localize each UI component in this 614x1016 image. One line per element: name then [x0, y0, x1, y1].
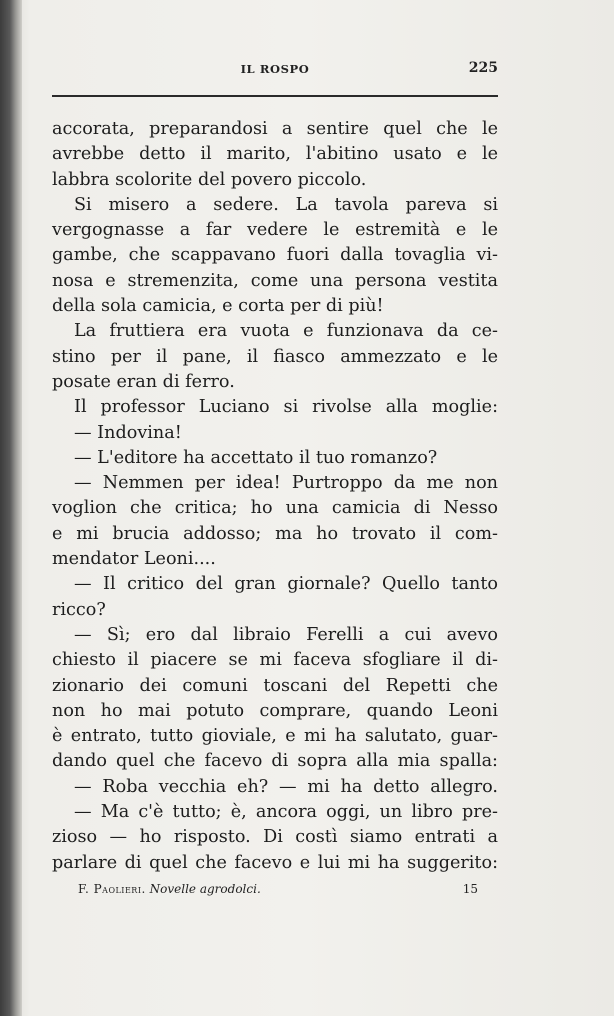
text-line: non ho mai potuto comprare, quando Leoni	[52, 700, 498, 721]
text-line: e mi brucia addosso; ma ho trovato il com-	[52, 523, 498, 544]
text-line: — Nemmen per idea! Purtroppo da me non	[74, 473, 498, 494]
text-line: — Il critico del gran giornale? Quello tanto	[74, 574, 498, 595]
book-binding-shadow	[0, 0, 22, 1016]
text-line: — Indovina!	[74, 422, 182, 443]
text-line: parlare di quel che facevo e lui mi ha suggerito:	[52, 852, 498, 873]
page-header	[52, 58, 498, 82]
text-line: gambe, che scappavano fuori dalla tovaglia vi-	[52, 245, 498, 266]
body-text	[52, 117, 498, 876]
text-line: posate eran di ferro.	[52, 371, 235, 392]
text-line: della sola camicia, e corta per di più!	[52, 296, 384, 317]
text-line: — Roba vecchia eh? — mi ha detto allegro.	[74, 776, 498, 797]
text-line: Si misero a sedere. La tavola pareva si	[74, 194, 498, 215]
running-title: IL ROSPO	[240, 62, 310, 76]
text-line: — Sì; ero dal libraio Ferelli a cui avevo	[74, 624, 498, 645]
text-line: avrebbe detto il marito, l'abitino usato e le	[52, 144, 498, 165]
sheet-number: 15	[462, 882, 478, 896]
text-line: stino per il pane, il fiasco ammezzato e le	[52, 346, 498, 367]
text-line: labbra scolorite del povero piccolo.	[52, 169, 367, 190]
text-line: è entrato, tutto gioviale, e mi ha salutato, guar-	[52, 726, 498, 747]
text-line: voglion che critica; ho una camicia di Nesso	[52, 498, 498, 519]
text-line: zionario dei comuni toscani del Repetti che	[52, 675, 498, 696]
page-footer	[78, 878, 498, 900]
header-rule	[52, 95, 498, 97]
text-line: La fruttiera era vuota e funzionava da ce-	[74, 321, 498, 342]
text-line: accorata, preparandosi a sentire quel che le	[52, 119, 498, 139]
text-line: mendator Leoni....	[52, 549, 216, 570]
text-line: zioso — ho risposto. Di costì siamo entrati a	[52, 827, 498, 848]
footer-author: F. Paolieri.	[78, 882, 146, 896]
text-line: nosa e stremenzita, come una persona vestita	[52, 270, 498, 291]
signature-mark	[78, 882, 261, 896]
footer-work-title: Novelle agrodolci.	[149, 882, 261, 896]
text-line: ricco?	[52, 599, 106, 620]
text-line: — L'editore ha accettato il tuo romanzo?	[74, 447, 438, 468]
text-line: dando quel che facevo di sopra alla mia spalla:	[52, 751, 498, 772]
text-line: chiesto il piacere se mi faceva sfogliare il di-	[52, 650, 498, 671]
text-line: vergognasse a far vedere le estremità e le	[52, 220, 498, 241]
text-line: — Ma c'è tutto; è, ancora oggi, un libro pre-	[74, 802, 498, 823]
page-number: 225	[468, 60, 498, 76]
text-line: Il professor Luciano si rivolse alla moglie:	[74, 397, 498, 418]
